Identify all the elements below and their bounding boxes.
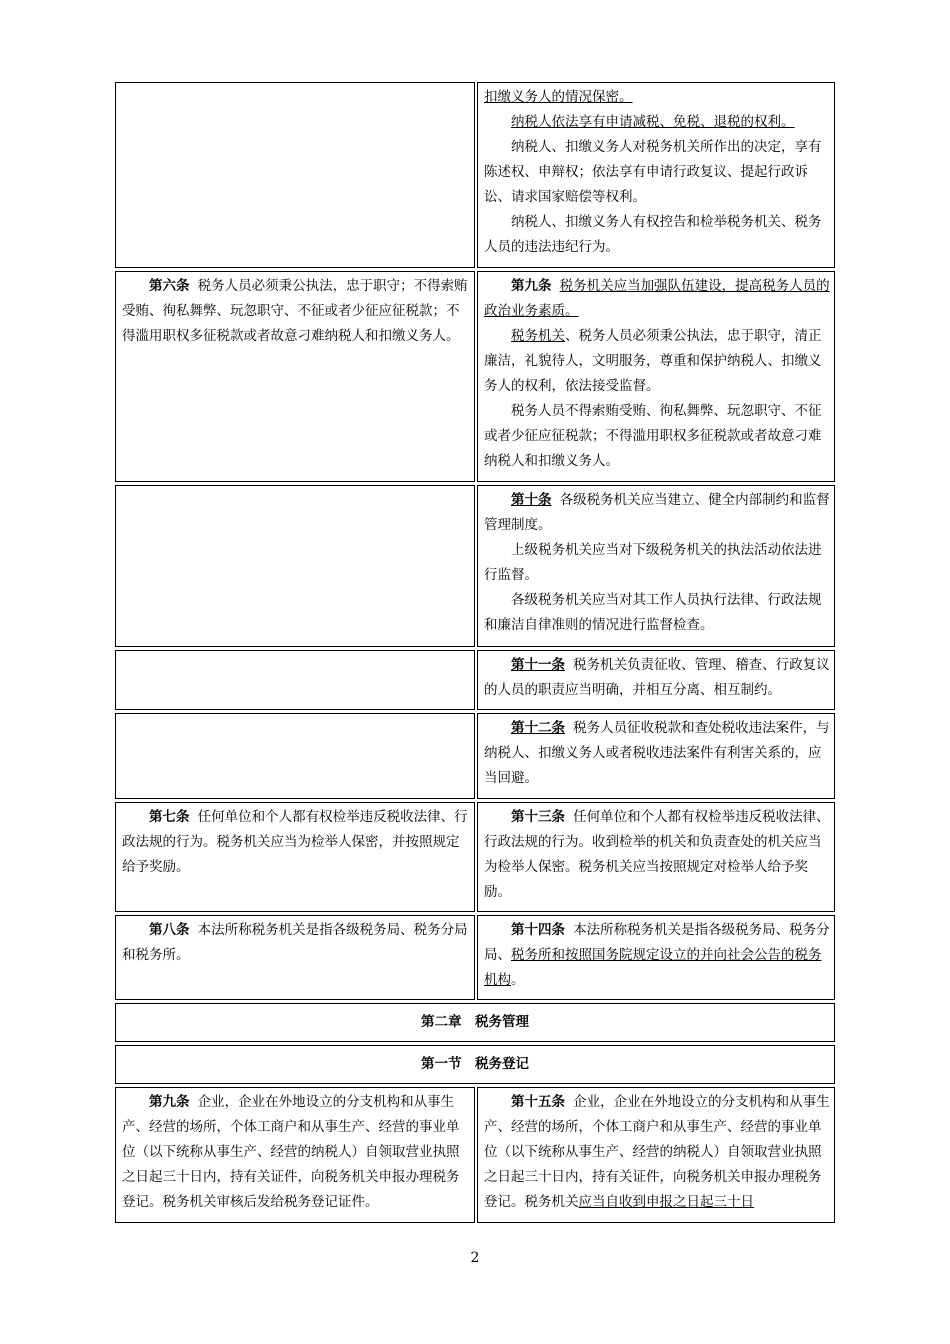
article-text: 税务所和按照国务院规定设立的并向社会公告的税务机构: [484, 947, 822, 988]
law-paragraph: [484, 716, 830, 791]
law-paragraph: [484, 324, 830, 399]
law-paragraph: [484, 653, 830, 703]
article-number: 第九条: [511, 278, 552, 294]
article-text: 。: [511, 972, 525, 988]
new-law-cell: [477, 82, 835, 268]
article-number: 第十四条: [511, 922, 565, 938]
new-law-cell: [477, 485, 835, 647]
new-law-cell: [477, 713, 835, 799]
article-text: 上级税务机关应当对下级税务机关的执法活动依法进行监督。: [484, 542, 822, 583]
chapter-heading: 第二章 税务管理: [115, 1003, 835, 1042]
new-law-cell: [477, 1087, 835, 1223]
law-paragraph: [484, 110, 830, 135]
article-number: 第十五条: [511, 1094, 565, 1110]
table-row: [115, 271, 835, 482]
article-text: 任何单位和个人都有权检举违反税收法律、行政法规的行为。收到检举的机关和负责查处的机关应当为检举人保密。税务机关应当按照规定对检举人给予奖励。: [484, 809, 830, 900]
law-paragraph: [484, 805, 830, 905]
law-paragraph: [484, 135, 830, 210]
table-row: [115, 915, 835, 1000]
old-law-cell: [115, 650, 475, 710]
old-law-cell: [115, 82, 475, 268]
article-number: 第八条: [149, 922, 190, 938]
article-text: 本法所称税务机关是指各级税务局、税务分局、: [484, 922, 830, 963]
old-law-cell: [115, 802, 475, 912]
article-text: 扣缴义务人的情况保密。: [484, 89, 633, 105]
article-text: 纳税人、扣缴义务人有权控告和检举税务机关、税务人员的违法违纪行为。: [484, 214, 822, 255]
law-paragraph: [122, 805, 470, 880]
new-law-cell: [477, 271, 835, 482]
article-text: 税务机关负责征收、管理、稽查、行政复议的人员的职责应当明确，并相互分离、相互制约。: [484, 657, 830, 698]
article-text: 税务人员必须秉公执法，忠于职守；不得索贿受贿、徇私舞弊、玩忽职守、不征或者少征应征税款；不得滥用职权多征税款或者故意刁难纳税人和扣缴义务人。: [122, 278, 468, 344]
article-text: 税务机关应当加强队伍建设，提高税务人员的政治业务素质。: [484, 278, 830, 319]
article-text: 税务机关: [511, 328, 565, 344]
law-paragraph: [484, 85, 830, 110]
article-text: 税务人员不得索贿受贿、徇私舞弊、玩忽职守、不征或者少征应征税款；不得滥用职权多征税款或者故意刁难纳税人和扣缴义务人。: [484, 403, 822, 469]
law-paragraph: [484, 210, 830, 260]
old-law-cell: [115, 1087, 475, 1223]
new-law-cell: [477, 915, 835, 1000]
new-law-cell: [477, 650, 835, 710]
table-row: [115, 650, 835, 710]
article-text: 企业，企业在外地设立的分支机构和从事生产、经营的场所，个体工商户和从事生产、经营的事业单位（以下统称从事生产、经营的纳税人）自领取营业执照之日起三十日内，持有关证件，向税务机关申报办理税务登记。税务机关审核后发给税务登记证件。: [122, 1094, 460, 1210]
law-paragraph: [484, 274, 830, 324]
article-number: 第十一条: [511, 657, 565, 673]
law-paragraph: [484, 1090, 830, 1215]
article-text: 税务人员征收税款和查处税收违法案件，与纳税人、扣缴义务人或者税收违法案件有利害关系的，应当回避。: [484, 720, 830, 786]
article-number: 第十三条: [511, 809, 565, 825]
article-text: 、税务人员必须秉公执法，忠于职守，清正廉洁，礼貌待人，文明服务，尊重和保护纳税人、扣缴义务人的权利，依法接受监督。: [484, 328, 822, 394]
article-number: 第九条: [149, 1094, 190, 1110]
page-number: 2: [470, 1250, 480, 1266]
law-paragraph: [484, 488, 830, 538]
article-text: 各级税务机关应当对其工作人员执行法律、行政法规和廉洁自律准则的情况进行监督检查。: [484, 592, 822, 633]
new-law-cell: [477, 802, 835, 912]
law-paragraph: [122, 1090, 470, 1215]
article-text: 本法所称税务机关是指各级税务局、税务分局和税务所。: [122, 922, 468, 963]
table-row: [115, 802, 835, 912]
table-rows: [115, 82, 835, 1000]
law-paragraph: [484, 399, 830, 474]
law-paragraph: [484, 918, 830, 993]
law-paragraph: [122, 274, 470, 349]
table-row: [115, 485, 835, 647]
article-number: 第十二条: [511, 720, 565, 736]
article-number: 第六条: [149, 278, 190, 294]
article-text: 纳税人、扣缴义务人对税务机关所作出的决定，享有陈述权、申辩权；依法享有申请行政复议、提起行政诉讼、请求国家赔偿等权利。: [484, 139, 822, 205]
table-row: [115, 82, 835, 268]
comparison-table: [115, 82, 835, 1223]
article-number: 第七条: [149, 809, 190, 825]
table-row: [115, 1087, 835, 1223]
old-law-cell: [115, 271, 475, 482]
article-text: 各级税务机关应当建立、健全内部制约和监督管理制度。: [484, 492, 830, 533]
article-text: 任何单位和个人都有权检举违反税收法律、行政法规的行为。税务机关应当为检举人保密，并按照规定给予奖励。: [122, 809, 468, 875]
table-row: [115, 713, 835, 799]
law-paragraph: [484, 588, 830, 638]
article-text: 应当自收到申报之日起三十日: [578, 1194, 754, 1210]
old-law-cell: [115, 713, 475, 799]
section-heading: 第一节 税务登记: [115, 1045, 835, 1084]
article-number: 第十条: [511, 492, 552, 508]
article-text: 纳税人依法享有申请减税、免税、退税的权利。: [511, 114, 795, 130]
article-text: 企业，企业在外地设立的分支机构和从事生产、经营的场所，个体工商户和从事生产、经营的事业单位（以下统称从事生产、经营的纳税人）自领取营业执照之日起三十日内，持有关证件，向税务机关申报办理税务登记。税务机关: [484, 1094, 830, 1210]
old-law-cell: [115, 485, 475, 647]
old-law-cell: [115, 915, 475, 1000]
law-paragraph: [122, 918, 470, 968]
law-paragraph: [484, 538, 830, 588]
